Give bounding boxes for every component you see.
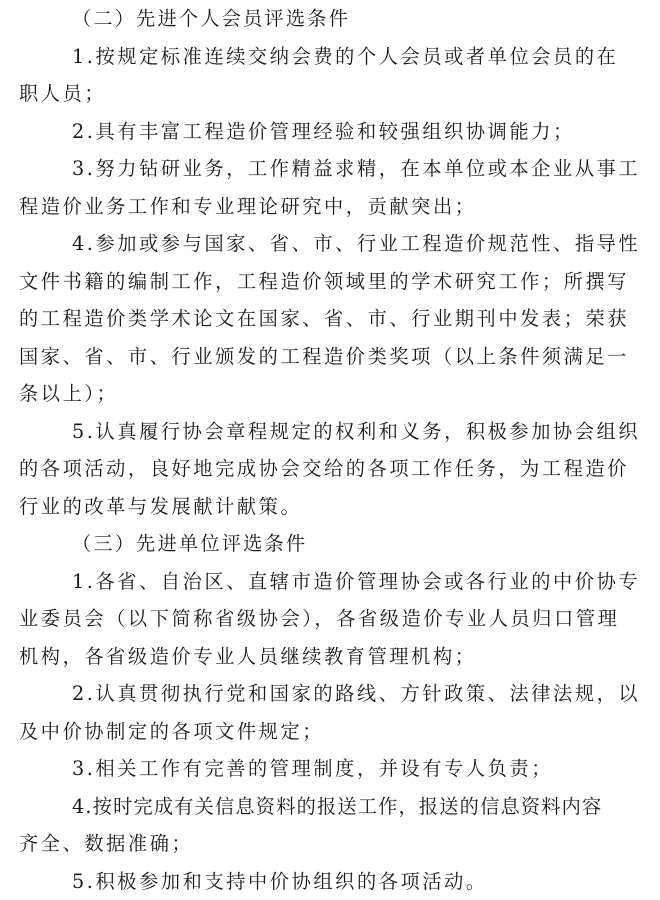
criteria-item-4 [19, 225, 643, 413]
paragraph-line: 业委员会（以下简称省级协会），各省级造价专业人员归口管理 [19, 600, 643, 638]
unit-criteria-item-1 [19, 563, 643, 676]
paragraph-line: 机构，各省级造价专业人员继续教育管理机构； [19, 638, 643, 676]
paragraph-line: 3.相关工作有完善的管理制度，并设有专人负责； [19, 750, 643, 788]
criteria-item-2 [19, 113, 643, 151]
paragraph-line: 齐全、数据准确； [19, 825, 643, 863]
unit-criteria-item-3 [19, 750, 643, 788]
paragraph-line: 4.参加或参与国家、省、市、行业工程造价规范性、指导性 [19, 225, 643, 263]
criteria-item-3 [19, 150, 643, 225]
paragraph-line: 1.各省、自治区、直辖市造价管理协会或各行业的中价协专 [19, 563, 643, 601]
paragraph-line: 行业的改革与发展献计献策。 [19, 488, 643, 526]
document-page [19, 0, 643, 900]
paragraph-line: 程造价业务工作和专业理论研究中，贡献突出； [19, 188, 643, 226]
section-heading-individual-members: （二）先进个人会员评选条件 [19, 0, 643, 38]
paragraph-line: 2.具有丰富工程造价管理经验和较强组织协调能力； [19, 113, 643, 151]
unit-criteria-item-4 [19, 788, 643, 863]
paragraph-line: 文件书籍的编制工作，工程造价领域里的学术研究工作；所撰写 [19, 263, 643, 301]
paragraph-line: 的各项活动，良好地完成协会交给的各项工作任务，为工程造价 [19, 450, 643, 488]
unit-criteria-item-5 [19, 863, 643, 900]
paragraph-line: 3.努力钻研业务，工作精益求精，在本单位或本企业从事工 [19, 150, 643, 188]
paragraph-line: 职人员； [19, 75, 643, 113]
paragraph-line: 的工程造价类学术论文在国家、省、市、行业期刊中发表；荣获 [19, 300, 643, 338]
paragraph-line: 国家、省、市、行业颁发的工程造价类奖项（以上条件须满足一 [19, 338, 643, 376]
unit-criteria-item-2 [19, 675, 643, 750]
criteria-item-1 [19, 38, 643, 113]
paragraph-line: 5.积极参加和支持中价协组织的各项活动。 [19, 863, 643, 900]
paragraph-line: 5.认真履行协会章程规定的权利和义务，积极参加协会组织 [19, 413, 643, 451]
paragraph-line: 条以上）； [19, 375, 643, 413]
section-heading-units: （三）先进单位评选条件 [19, 525, 643, 563]
paragraph-line: 及中价协制定的各项文件规定； [19, 713, 643, 751]
criteria-item-5 [19, 413, 643, 526]
paragraph-line: 4.按时完成有关信息资料的报送工作，报送的信息资料内容 [19, 788, 643, 826]
paragraph-line: 2.认真贯彻执行党和国家的路线、方针政策、法律法规，以 [19, 675, 643, 713]
paragraph-line: 1.按规定标准连续交纳会费的个人会员或者单位会员的在 [19, 38, 643, 76]
